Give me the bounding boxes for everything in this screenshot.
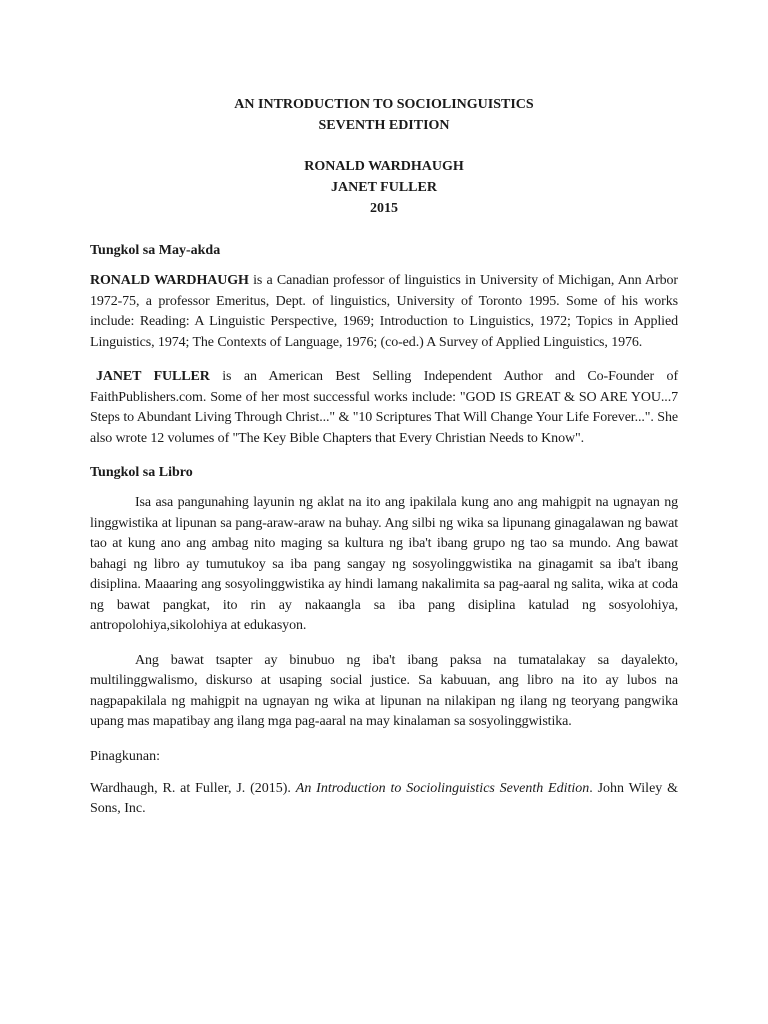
section-heading-book: Tungkol sa Libro xyxy=(90,465,193,480)
reference-title: An Introduction to Sociolinguistics Seventh Edition xyxy=(295,780,590,796)
reference-entry xyxy=(90,779,678,820)
bio-text-wardhaugh: is a Canadian professor of linguistics in University of Michigan, Ann Arbor 1972-75, a professor Emeritus, Dept. of linguistics, University of Toronto 1995. Some of his works include: Reading: A Linguistic Perspective, 1969; Introduction to Linguistics, 1972; Topics in Applied Linguistics, 1974; The Contexts of Language, 1976; (co-ed.) A Survey of Applied Linguistics, 1976. xyxy=(90,273,678,350)
reference-publisher: . John Wiley & Sons, Inc. xyxy=(90,780,679,816)
author-bio-fuller xyxy=(90,367,678,449)
author-2: JANET FULLER xyxy=(331,180,437,195)
reference-authors: Wardhaugh, R. at Fuller, J. (2015). xyxy=(90,780,296,796)
bio-text-fuller: is an American Best Selling Independent Author and Co-Founder of FaithPublishers.com. Some of her most successful works include: "GOD IS GREAT & SO ARE YOU...7 Steps to Abundant Living Through Christ..." & "10 Scriptures That Will Change Your Life Forever...". She also wrote 12 volumes of "The Key Bible Chapters that Every Christian Needs to Know". xyxy=(90,369,679,446)
author-bio-wardhaugh xyxy=(90,271,678,353)
book-paragraph-1: Isa asa pangunahing layunin ng aklat na ito ang ipakilala kung ano ang mahigpit na ugnayan ng linggwistika at lipunan sa pang-araw-araw na buhay. Ang silbi ng wika sa lipunang ginagalawan ng bawat tao at kung ano ang ambag nito maging sa kultura ng iba't ibang grupo ng tao sa mundo. Ang bawat bahagi ng libro ay tumutukoy sa iba pang sangay ng sosyolinggwistika na ginagamit sa iba't ibang disiplina. Maaaring ang sosyolinggwistika ay hindi lamang nakalimita sa pag-aaral ng salita, wika at coda ng bawat pangkat, ito rin ay nakaangla sa iba pang disiplina katulad ng sosyolohiya, antropolohiya,sikolohiya at edukasyon. xyxy=(90,495,678,633)
book-paragraph-2: Ang bawat tsapter ay binubuo ng iba't ibang paksa na tumatalakay sa dayalekto, multilinggwalismo, diskurso at usaping social justice. Sa kabuuan, ang libro na ito ay lubos na nagpapakilala ng mahigpit na ugnayan ng wika at lipunan na nilakipan ng ilang ng teoryang pangwika upang mas mapatibay ang ilang mga pag-aaral na may kinalaman sa sosyolinggwistika. xyxy=(90,652,678,729)
references-label: Pinagkunan: xyxy=(90,748,160,764)
publication-year: 2015 xyxy=(370,201,398,216)
bio-name-wardhaugh: RONALD WARDHAUGH xyxy=(90,273,249,288)
author-1: RONALD WARDHAUGH xyxy=(304,159,464,174)
section-heading-authors: Tungkol sa May-akda xyxy=(90,243,221,258)
book-title: AN INTRODUCTION TO SOCIOLINGUISTICS xyxy=(234,97,534,112)
document-content xyxy=(90,94,678,834)
authors-block xyxy=(90,156,678,219)
edition: SEVENTH EDITION xyxy=(318,118,450,133)
title-block xyxy=(90,94,678,136)
bio-name-fuller: JANET FULLER xyxy=(96,369,210,384)
